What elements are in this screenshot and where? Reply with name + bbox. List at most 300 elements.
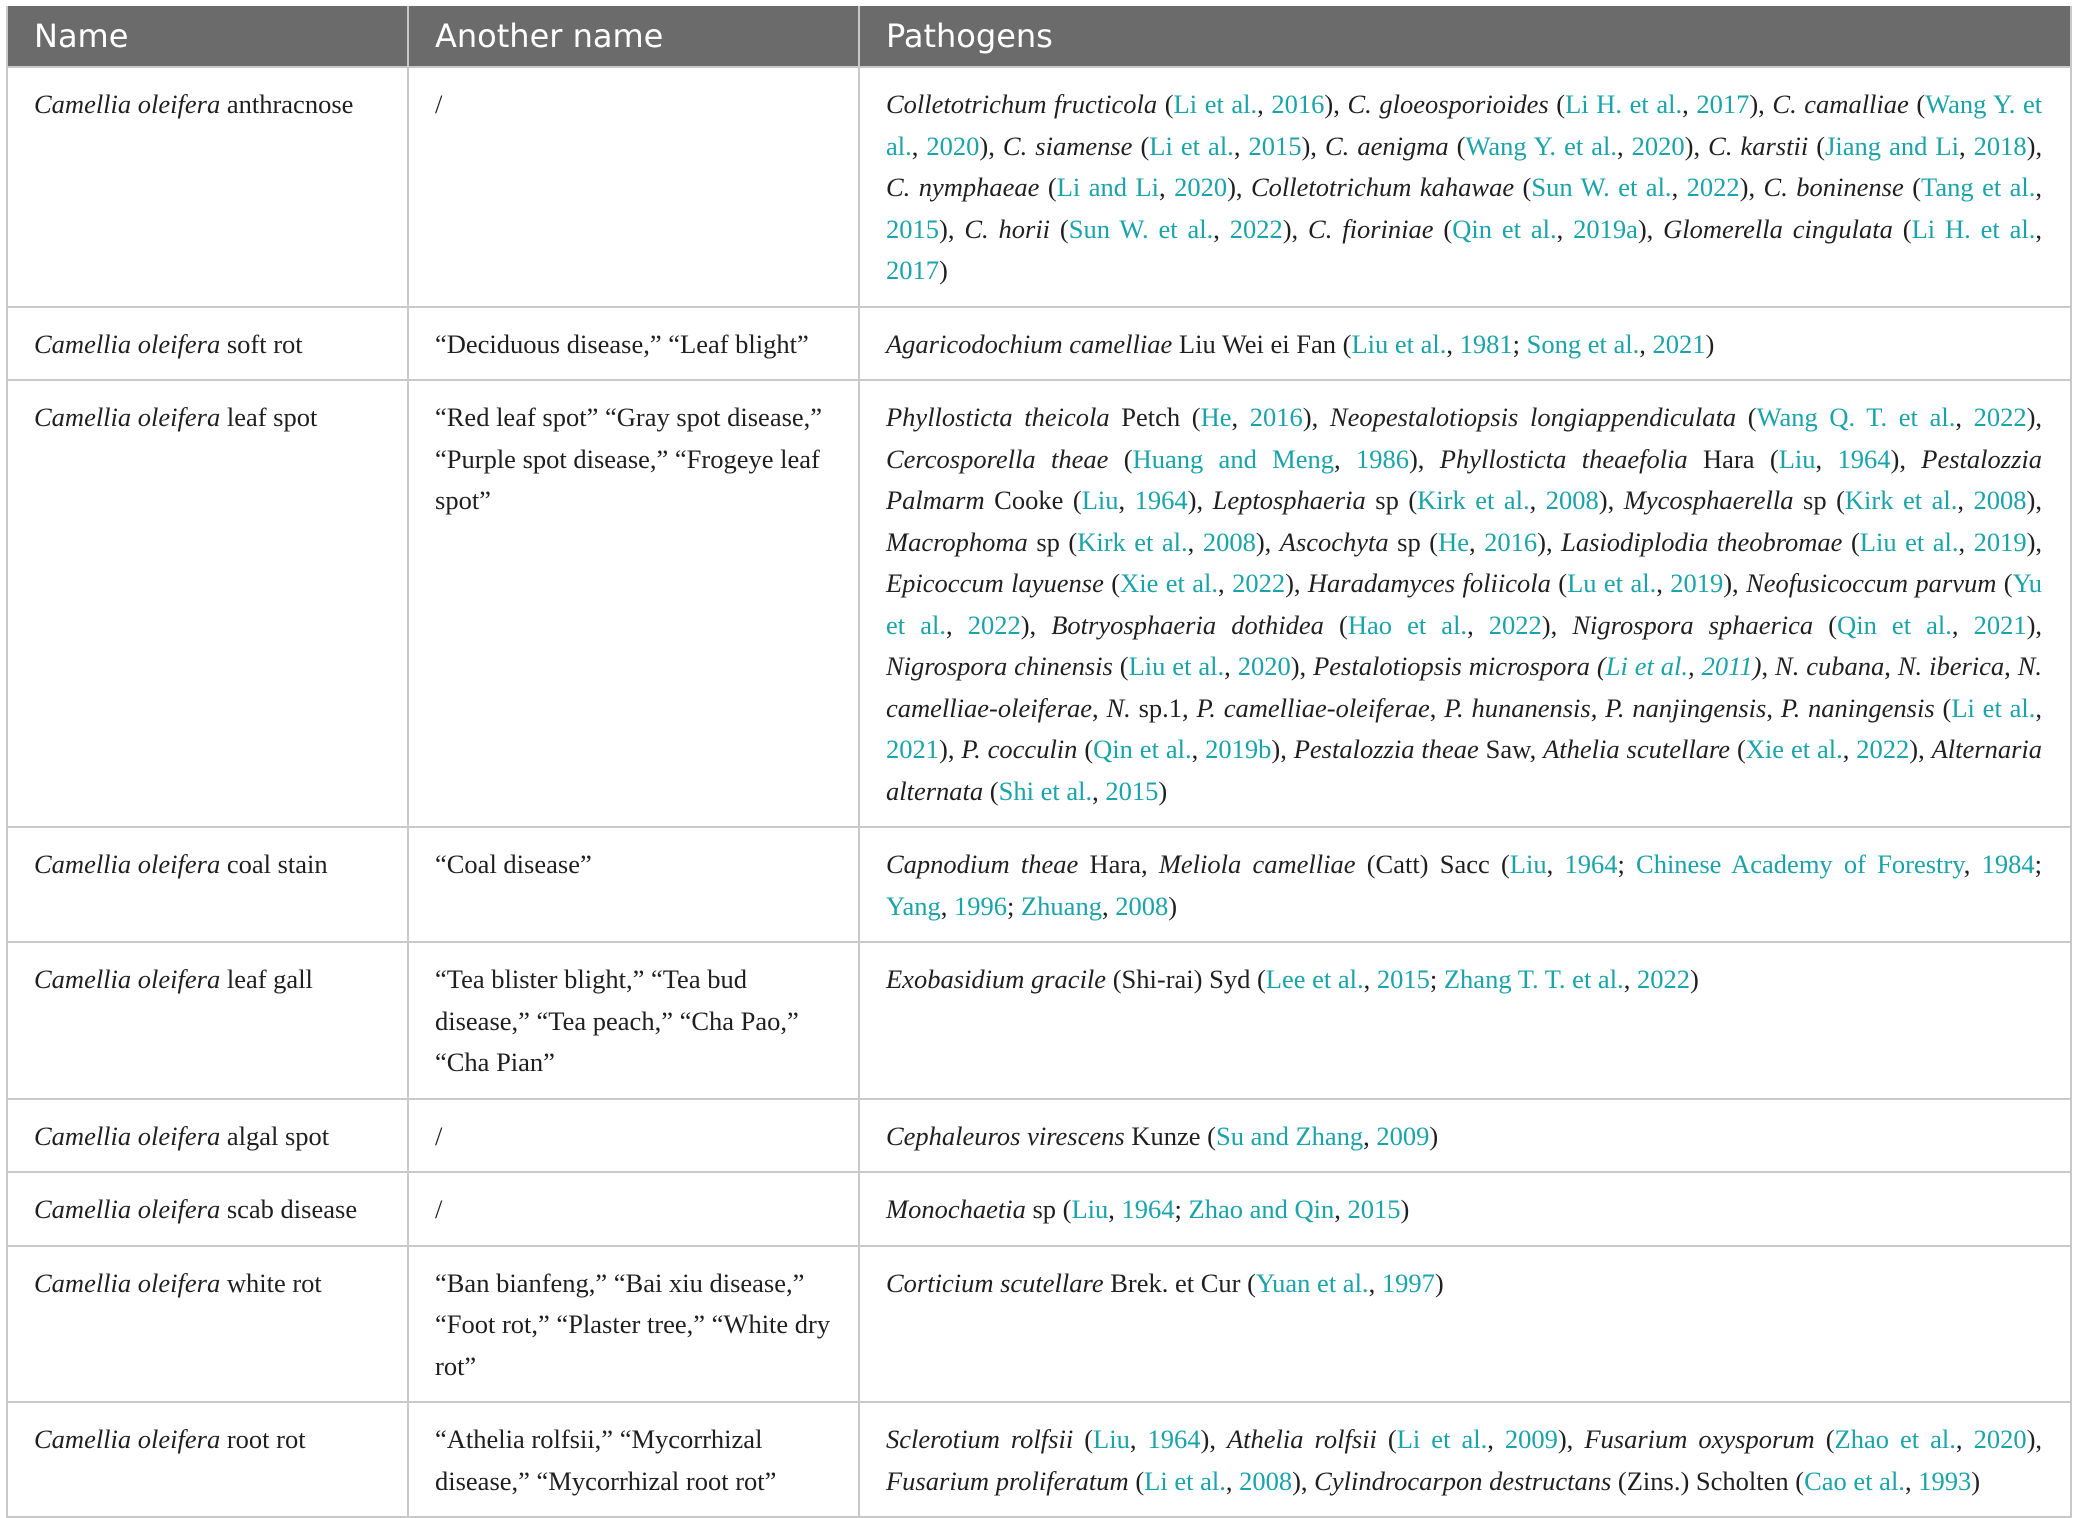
species-name: Pestalotiopsis microspora <box>1313 651 1590 681</box>
text-segment: ( <box>1814 1424 1835 1454</box>
citation-link[interactable]: Li et al. <box>1951 692 2036 723</box>
citation-link[interactable]: Li et al. <box>1605 651 1689 681</box>
text-segment: ( <box>1892 213 1912 244</box>
text-segment: sp ( <box>1365 485 1418 515</box>
citation-link[interactable]: 2022 <box>967 609 1021 640</box>
text-segment: ( <box>1550 568 1568 598</box>
citation-link[interactable]: 2019 <box>1973 526 2027 557</box>
genus-name: Camellia oleifera <box>34 964 221 994</box>
text-segment: , <box>1955 1424 1974 1454</box>
citation-link[interactable]: He <box>1438 526 1469 557</box>
text-segment: ), <box>1200 1424 1227 1454</box>
header-pathogens: Pathogens <box>859 6 2071 67</box>
citation-link[interactable]: Li et al. <box>1149 130 1234 161</box>
species-name: Agaricodochium camelliae <box>886 328 1173 359</box>
citation-link[interactable]: 2020 <box>1237 651 1291 681</box>
citation-link[interactable]: 1981 <box>1459 328 1513 359</box>
text-segment: ) <box>1429 1120 1439 1151</box>
citation-link[interactable]: 2020 <box>1631 130 1685 161</box>
text-segment: , <box>1446 328 1460 359</box>
text-segment: ), <box>1557 1424 1585 1454</box>
citation-link[interactable]: Li et al. <box>1396 1424 1488 1454</box>
text-segment: , <box>1963 849 1982 879</box>
citation-link[interactable]: 2017 <box>1696 89 1750 119</box>
citation-link[interactable]: Qin et al. <box>1452 213 1557 244</box>
citation-link[interactable]: Li H. et al. <box>1565 89 1683 119</box>
citation-link[interactable]: 2022 <box>1636 964 1690 994</box>
citation-link[interactable]: Liu <box>1071 1194 1109 1224</box>
species-name: Phyllosticta theicola <box>886 402 1110 432</box>
text-segment: ( <box>1112 651 1129 681</box>
citation-link[interactable]: 1997 <box>1381 1267 1435 1298</box>
species-name: C. gloeosporioides <box>1347 89 1549 119</box>
species-name: Meliola camelliae <box>1158 849 1356 879</box>
citation-link[interactable]: Liu et al. <box>1859 526 1959 557</box>
text-segment: ( <box>1077 734 1094 764</box>
alias-cell: / <box>408 1172 859 1246</box>
text-segment: (Zins.) Scholten ( <box>1611 1465 1805 1496</box>
citation-link[interactable]: Liu et al. <box>1128 651 1225 681</box>
pathogens-cell <box>859 827 2071 942</box>
text-segment: ), <box>1302 402 1330 432</box>
citation-link[interactable]: Chinese Academy of Forestry <box>1636 849 1964 879</box>
citation-link[interactable]: Wang Y. et al. <box>886 89 2043 161</box>
species-name: N. iberica <box>1897 651 2005 681</box>
text-segment: , <box>1129 1424 1148 1454</box>
citation-link[interactable]: Lee et al. <box>1265 964 1364 994</box>
text-segment: ( <box>1813 609 1838 640</box>
species-name: N. camelliae-oleiferae <box>886 651 2043 723</box>
text-segment: ( <box>1730 734 1746 764</box>
citation-link[interactable]: 1964 <box>1837 443 1891 474</box>
species-name: Leptosphaeria <box>1212 485 1366 515</box>
text-segment: , <box>1815 443 1838 474</box>
text-segment: , <box>1334 1194 1348 1224</box>
text-segment: (Shi-rai) Syd ( <box>1106 964 1266 994</box>
text-segment: ), <box>1598 485 1624 515</box>
citation-link[interactable]: Qin et al. <box>1837 609 1952 640</box>
citation-link[interactable]: Xie et al. <box>1120 568 1219 598</box>
species-name: P. hunanensis <box>1444 692 1591 723</box>
citation-link[interactable]: 2015 <box>886 213 939 244</box>
disease-label: root rot <box>220 1424 306 1454</box>
citation-link[interactable]: 2015 <box>1376 964 1430 994</box>
text-segment: ( <box>1128 1465 1145 1496</box>
citation-link[interactable]: Li et al. <box>1144 1465 1226 1496</box>
citation-link[interactable]: Liu <box>1093 1424 1130 1454</box>
species-name: Epicoccum layuense <box>886 568 1104 598</box>
species-name: Fusarium proliferatum <box>886 1465 1129 1496</box>
text-segment: , <box>1656 568 1671 598</box>
pathogens-cell <box>859 1099 2071 1173</box>
pathogens-cell <box>859 1402 2071 1517</box>
text-segment: ), <box>2026 485 2042 515</box>
genus-name: Camellia oleifera <box>34 849 221 879</box>
text-segment: sp ( <box>1388 526 1439 557</box>
text-segment: ; <box>1429 964 1444 994</box>
alias-cell: “Red leaf spot” “Gray spot disease,” “Purple spot disease,” “Frogeye leaf spot” <box>408 380 859 827</box>
citation-link[interactable]: Zhao et al. <box>1834 1424 1956 1454</box>
text-segment: ), <box>1020 609 1052 640</box>
text-segment: , <box>1884 651 1898 681</box>
citation-link[interactable]: 2019b <box>1205 734 1272 764</box>
species-name: C. horii <box>964 213 1051 244</box>
text-segment: ) <box>1168 890 1178 921</box>
table-row <box>7 67 2071 307</box>
text-segment: , <box>1842 734 1857 764</box>
citation-link[interactable]: 2016 <box>1249 402 1303 432</box>
citation-link[interactable]: 2008 <box>1545 485 1599 515</box>
text-segment: ) <box>1705 328 1715 359</box>
citation-link[interactable]: 2021 <box>1973 609 2027 640</box>
header-name: Name <box>7 6 408 67</box>
alias-cell: “Ban bianfeng,” “Bai xiu disease,” “Foot rot,” “Plaster tree,” “White dry rot” <box>408 1246 859 1403</box>
text-segment: , <box>1766 692 1781 723</box>
pathogens-cell <box>859 1246 2071 1403</box>
species-name: Corticium scutellare <box>886 1267 1104 1298</box>
text-segment: ), <box>1637 213 1664 244</box>
citation-link[interactable]: Hao et al. <box>1347 609 1468 640</box>
species-name: Haradamyces foliicola <box>1307 568 1551 598</box>
citation-link[interactable]: 1964 <box>1147 1424 1201 1454</box>
citation-link[interactable]: Huang and Meng <box>1132 443 1334 474</box>
table-row <box>7 1246 2071 1403</box>
disease-name-cell <box>7 1246 408 1403</box>
text-segment: , <box>1671 172 1687 202</box>
citation-link[interactable]: 2016 <box>1484 526 1538 557</box>
text-segment: ( <box>1996 568 2013 598</box>
citation-link[interactable]: Zhuang <box>1021 890 1102 921</box>
text-segment: ), <box>1301 130 1325 161</box>
text-segment: Kunze ( <box>1124 1120 1216 1151</box>
text-segment: , <box>1213 213 1230 244</box>
citation-link[interactable]: Li et al. <box>1173 89 1258 119</box>
text-segment: , <box>1958 130 1974 161</box>
citation-link[interactable]: 2008 <box>1239 1465 1293 1496</box>
citation-link[interactable]: Yuan et al. <box>1255 1267 1369 1298</box>
disease-name-cell <box>7 827 408 942</box>
text-segment: ), <box>1271 734 1294 764</box>
text-segment: , <box>1363 964 1377 994</box>
text-segment: ( <box>1323 609 1348 640</box>
text-segment: ), <box>979 130 1003 161</box>
citation-link[interactable]: Wang Y. et al. <box>1465 130 1617 161</box>
text-segment: , <box>1118 485 1135 515</box>
text-segment: , <box>1682 89 1697 119</box>
text-segment <box>1590 651 1597 681</box>
species-name: C. boninense <box>1763 172 1904 202</box>
text-segment: (Catt) Sacc ( <box>1355 849 1510 879</box>
text-segment: , <box>1958 526 1974 557</box>
text-segment: , <box>2004 651 2018 681</box>
table-row <box>7 942 2071 1099</box>
species-name: ) <box>1752 651 1762 681</box>
citation-link[interactable]: 2008 <box>1115 890 1169 921</box>
disease-name-cell <box>7 1172 408 1246</box>
genus-name: Camellia oleifera <box>34 402 221 432</box>
text-segment: ; <box>1512 328 1527 359</box>
disease-label: scab disease <box>220 1194 358 1224</box>
text-segment: ), <box>1227 172 1251 202</box>
species-name: Pestalozzia theae <box>1293 734 1479 764</box>
text-segment: ( <box>1039 172 1057 202</box>
citation-link[interactable]: 2017 <box>886 255 939 285</box>
text-segment: ), <box>2026 609 2043 640</box>
text-segment: ( <box>1842 526 1860 557</box>
species-name: C. camalliae <box>1772 89 1909 119</box>
disease-label: algal spot <box>220 1120 330 1151</box>
text-segment: ) <box>1400 1194 1410 1224</box>
citation-link[interactable]: 2015 <box>1347 1194 1401 1224</box>
citation-link[interactable]: 1964 <box>1564 849 1618 879</box>
species-name: Cephaleuros virescens <box>886 1120 1125 1151</box>
species-name: P. naningensis <box>1780 692 1935 723</box>
text-segment: , <box>1368 1267 1382 1298</box>
text-segment: , <box>1191 734 1206 764</box>
species-name: P. camelliae-oleiferae <box>1196 692 1430 723</box>
text-segment: ), <box>1282 213 1309 244</box>
text-segment: Petch ( <box>1109 402 1201 432</box>
text-segment: ( <box>1808 130 1826 161</box>
text-segment: , <box>1158 172 1175 202</box>
text-segment: sp.1, <box>1130 692 1197 723</box>
citation-link[interactable]: Liu <box>1778 443 1816 474</box>
text-segment: , <box>1951 609 1974 640</box>
citation-link[interactable]: Cao et al. <box>1804 1465 1905 1496</box>
disease-name-cell <box>7 1402 408 1517</box>
pathogens-cell <box>859 307 2071 381</box>
text-segment: ), <box>1537 526 1562 557</box>
header-row <box>7 6 2071 67</box>
citation-link[interactable]: 2015 <box>1248 130 1302 161</box>
text-segment: ( <box>1376 1424 1397 1454</box>
species-name: Lasiodiplodia theobromae <box>1561 526 1843 557</box>
citation-link[interactable]: Song et al. <box>1526 328 1640 359</box>
pathogens-cell <box>859 1172 2071 1246</box>
citation-link[interactable]: 2022 <box>1856 734 1910 764</box>
citation-link[interactable]: Sun W. et al. <box>1068 213 1214 244</box>
text-segment: , <box>945 609 968 640</box>
table-row <box>7 380 2071 827</box>
citation-link[interactable]: 2022 <box>1488 609 1542 640</box>
text-segment: Brek. et Cur ( <box>1103 1267 1256 1298</box>
text-segment: , <box>1092 692 1107 723</box>
species-name: P. cocculin <box>961 734 1078 764</box>
table-row <box>7 1402 2071 1517</box>
citation-link[interactable]: Sun W. et al. <box>1531 172 1672 202</box>
citation-link[interactable]: Yu et al. <box>886 568 2043 640</box>
citation-link[interactable]: 2019 <box>1670 568 1724 598</box>
text-segment: sp ( <box>1793 485 1845 515</box>
text-segment: ( <box>1934 692 1952 723</box>
species-name: , <box>1688 651 1702 681</box>
alias-cell: “Athelia rolfsii,” “Mycorrhizal disease,” “Mycorrhizal root rot” <box>408 1402 859 1517</box>
text-segment: , <box>1623 964 1637 994</box>
citation-link[interactable]: 2011 <box>1701 651 1753 681</box>
citation-link[interactable]: Yang <box>886 890 941 921</box>
text-segment: , <box>1487 1424 1505 1454</box>
text-segment: ( <box>1050 213 1069 244</box>
header-another-name: Another name <box>408 6 859 67</box>
citation-link[interactable]: 1986 <box>1355 443 1409 474</box>
text-segment: , <box>1616 130 1632 161</box>
text-segment: ( <box>1108 443 1133 474</box>
citation-link[interactable]: Jiang and Li <box>1825 130 1959 161</box>
citation-link[interactable]: Xie et al. <box>1745 734 1843 764</box>
text-segment: Hara, <box>1078 849 1159 879</box>
citation-link[interactable]: 2020 <box>1174 172 1228 202</box>
text-segment: ), <box>2026 130 2043 161</box>
citation-link[interactable]: 2019a <box>1573 213 1638 244</box>
genus-name: Camellia oleifera <box>34 328 221 359</box>
disease-name-cell <box>7 942 408 1099</box>
citation-link[interactable]: 2022 <box>1232 568 1286 598</box>
text-segment: ), <box>1684 130 1709 161</box>
pathogens-cell <box>859 380 2071 827</box>
citation-link[interactable]: 2022 <box>1229 213 1283 244</box>
citation-link[interactable]: Liu et al. <box>1351 328 1447 359</box>
text-segment: Cooke ( <box>984 485 1082 515</box>
citation-link[interactable]: Li H. et al. <box>1911 213 2036 244</box>
text-segment: Saw, <box>1478 734 1544 764</box>
pathogen-table <box>6 6 2072 1518</box>
citation-link[interactable]: 1964 <box>1134 485 1188 515</box>
citation-link[interactable]: 2015 <box>1105 775 1159 806</box>
species-name: Nigrospora sphaerica <box>1572 609 1814 640</box>
alias-cell: / <box>408 67 859 307</box>
disease-name-cell <box>7 307 408 381</box>
citation-link[interactable]: Kirk et al. <box>1077 526 1188 557</box>
citation-link[interactable]: Tang et al. <box>1921 172 2036 202</box>
alias-cell: “Coal disease” <box>408 827 859 942</box>
citation-link[interactable]: 1996 <box>954 890 1007 921</box>
citation-link[interactable]: 2009 <box>1376 1120 1430 1151</box>
citation-link[interactable]: Liu <box>1509 849 1547 879</box>
text-segment: ( <box>1548 89 1566 119</box>
citation-link[interactable]: 1964 <box>1121 1194 1175 1224</box>
text-segment: ), <box>939 213 965 244</box>
species-name: Capnodium theae <box>886 849 1079 879</box>
disease-name-cell <box>7 1099 408 1173</box>
citation-link[interactable]: 2008 <box>1202 526 1256 557</box>
table-body <box>7 67 2071 1517</box>
alias-cell: “Tea blister blight,” “Tea bud disease,” “Tea peach,” “Cha Pao,” “Cha Pian” <box>408 942 859 1099</box>
text-segment: ( <box>1514 172 1532 202</box>
species-name: Colletotrichum fructicola <box>886 89 1158 119</box>
species-name: Ascochyta <box>1279 526 1389 557</box>
genus-name: Camellia oleifera <box>34 1267 221 1298</box>
citation-link[interactable]: Li and Li <box>1056 172 1159 202</box>
disease-label: soft rot <box>220 328 303 359</box>
text-segment: , <box>1257 89 1272 119</box>
table-row <box>7 827 2071 942</box>
genus-name: Camellia oleifera <box>34 1194 221 1224</box>
text-segment: ) <box>1689 964 1699 994</box>
species-name: Cylindrocarpon destructans <box>1314 1465 1612 1496</box>
citation-link[interactable]: Lu et al. <box>1567 568 1657 598</box>
disease-label: leaf spot <box>220 402 318 432</box>
text-segment: , <box>940 890 954 921</box>
disease-name-cell <box>7 380 408 827</box>
text-segment: ), <box>1749 89 1773 119</box>
citation-link[interactable]: 2020 <box>926 130 980 161</box>
text-segment: , <box>1639 328 1653 359</box>
text-segment: Hara ( <box>1687 443 1779 474</box>
citation-link[interactable]: Qin et al. <box>1093 734 1192 764</box>
alias-cell: “Deciduous disease,” “Leaf blight” <box>408 307 859 381</box>
citation-link[interactable]: 2021 <box>1652 328 1706 359</box>
species-name: Botryosphaeria dothidea <box>1051 609 1324 640</box>
citation-link[interactable]: Su and Zhang <box>1215 1120 1364 1151</box>
citation-link[interactable]: Zhao and Qin <box>1188 1194 1335 1224</box>
table-row <box>7 1099 2071 1173</box>
species-name: Cercosporella theae <box>886 443 1109 474</box>
species-name: N. <box>1106 692 1131 723</box>
text-segment: ( <box>1433 213 1453 244</box>
citation-link[interactable]: 2009 <box>1504 1424 1558 1454</box>
citation-link[interactable]: 2021 <box>886 734 939 764</box>
citation-link[interactable]: 1984 <box>1981 849 2035 879</box>
citation-link[interactable]: 2016 <box>1271 89 1325 119</box>
text-segment: , <box>1468 526 1485 557</box>
citation-link[interactable]: Kirk et al. <box>1844 485 1958 515</box>
text-segment: , <box>1546 849 1565 879</box>
text-segment: ), <box>1739 172 1764 202</box>
text-segment: , <box>1904 1465 1919 1496</box>
text-segment: , <box>1218 568 1233 598</box>
citation-link[interactable]: 2022 <box>1686 172 1740 202</box>
text-segment: , <box>1363 1120 1377 1151</box>
citation-link[interactable]: 1993 <box>1918 1465 1972 1496</box>
citation-link[interactable]: Zhang T. T. et al. <box>1443 964 1624 994</box>
text-segment: , <box>1108 1194 1122 1224</box>
text-segment: ; <box>2034 849 2042 879</box>
text-segment: , <box>1187 526 1203 557</box>
text-segment: , <box>1092 775 1106 806</box>
species-name: Athelia scutellare <box>1543 734 1731 764</box>
species-name: C. aenigma <box>1324 130 1449 161</box>
citation-link[interactable]: 2022 <box>1973 402 2027 432</box>
disease-label: white rot <box>220 1267 322 1298</box>
citation-link[interactable]: Liu <box>1081 485 1119 515</box>
text-segment: ), <box>1909 734 1932 764</box>
text-segment: ), <box>1723 568 1747 598</box>
citation-link[interactable]: Kirk et al. <box>1417 485 1530 515</box>
text-segment: sp ( <box>1025 1194 1072 1224</box>
text-segment: , <box>1955 402 1974 432</box>
text-segment: ; <box>1007 890 1021 921</box>
text-segment: ), <box>1292 1465 1315 1496</box>
species-name: Athelia rolfsii <box>1226 1424 1377 1454</box>
citation-link[interactable]: 2008 <box>1973 485 2027 515</box>
citation-link[interactable]: 2020 <box>1973 1424 2027 1454</box>
text-segment: ( <box>1448 130 1466 161</box>
text-segment: ) <box>1971 1465 1981 1496</box>
species-name: C. nymphaeae <box>886 172 1040 202</box>
text-segment: ), <box>1541 609 1573 640</box>
species-name: Pestalozzia Palmarm <box>886 443 2043 515</box>
text-segment: ( <box>1736 402 1757 432</box>
species-name: N. cubana <box>1775 651 1885 681</box>
species-name: Macrophoma <box>886 526 1028 557</box>
text-segment: , <box>1334 443 1356 474</box>
text-segment: ( <box>1103 568 1121 598</box>
citation-link[interactable]: Wang Q. T. et al. <box>1756 402 1956 432</box>
text-segment: , <box>1761 651 1776 681</box>
citation-link[interactable]: Shi et al. <box>998 775 1093 806</box>
citation-link[interactable]: 2018 <box>1973 130 2027 161</box>
citation-link[interactable]: He <box>1200 402 1232 432</box>
